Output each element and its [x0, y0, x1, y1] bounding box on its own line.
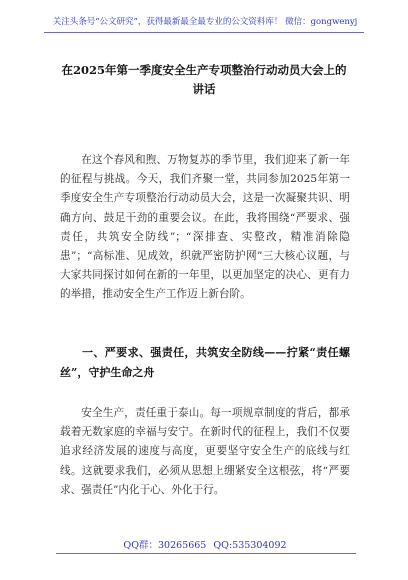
promo-header-banner: 关注头条号“公文研究”，获得最新最全最专业的公文资料库！ 微信：gongwenyj [52, 17, 358, 27]
body-paragraph-section-1: 安全生产，责任重于泰山。每一项规章制度的背后，都承载着无数家庭的幸福与安宁。在新时代的征程上，我们不仅要追求经济发展的速度与高度，更要坚守安全生产的底线与红线。这就要求我们，必须从思想上绷紧安全这根弦，将“严要求、强责任”内化于心、外化于行。 [60, 407, 350, 496]
footer-contact-info: QQ群：30265665 QQ:535304092 [123, 540, 287, 551]
body-paragraph-intro: 在这个春风和煦、万物复苏的季节里，我们迎来了新一年的征程与挑战。今天，我们齐聚一堂，共同参加2025年第一季度安全生产专项整治行动动员大会，这是一次凝聚共识、明确方向、鼓足干劲的重要会议。在此，我将围绕“严要求、强责任，共筑安全防线”；“深排查、实整改，精准消除隐患”；“高标准、见成效，织就严密防护网”三大核心议题，与大家共同探讨如何在新的一年里，以更加坚定的决心、更有力的举措，推动安全生产工作迈上新台阶。 [60, 154, 350, 301]
section-heading-1: 一、严要求、强责任，共筑安全防线——拧紧“责任螺丝”，守护生命之舟 [60, 346, 350, 379]
document-title: 在2025年第一季度安全生产专项整治行动动员大会上的讲话 [61, 63, 347, 96]
header-divider [44, 32, 364, 33]
footer-divider [56, 553, 356, 554]
